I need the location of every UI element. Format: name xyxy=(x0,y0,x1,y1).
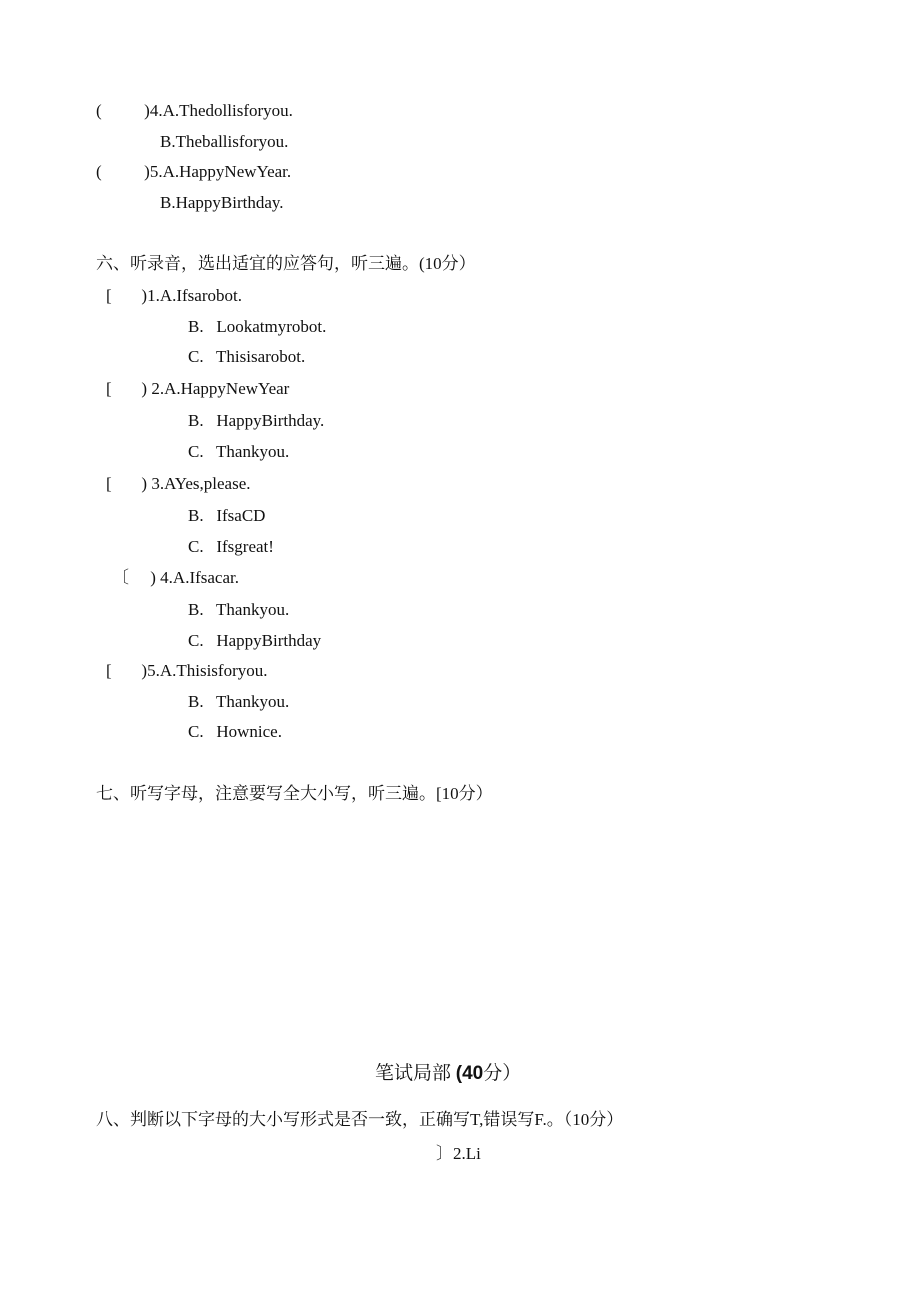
written-title-end: 分） xyxy=(483,1063,522,1084)
sec6-q2-option-a: [ ) 2.A.HappyNewYear xyxy=(106,379,290,398)
sec6-heading: 六、听录音，选出适宜的应答句，听三遍。(10分） xyxy=(96,254,476,273)
sec6-q4-option-b: B. Thankyou. xyxy=(188,600,290,619)
sec5-q5-option-a: ( )5.A.HappyNewYear. xyxy=(96,162,292,181)
sec5-q4-option-a: ( )4.A.Thedollisforyou. xyxy=(96,101,293,120)
sec6-q3-option-b: B. IfsaCD xyxy=(188,506,266,525)
written-title-cn: 笔试局部 xyxy=(375,1063,456,1084)
sec8-heading: 八、判断以下字母的大小写形式是否一致，正确写T,错误写F.。（10分） xyxy=(96,1110,624,1129)
sec6-q5-option-b: B. Thankyou. xyxy=(188,692,290,711)
sec8-item-2: 〕2.Li xyxy=(436,1144,481,1163)
sec7-heading: 七、听写字母，注意要写全大小写，听三遍。[10分） xyxy=(96,784,493,803)
sec6-q3-option-a: [ ) 3.AYes,please. xyxy=(106,474,251,493)
sec6-q5-option-c: C. Hownice. xyxy=(188,722,282,741)
sec6-q2-option-b: B. HappyBirthday. xyxy=(188,411,325,430)
sec6-q3-option-c: C. Ifsgreat! xyxy=(188,537,274,556)
sec6-q2-option-c: C. Thankyou. xyxy=(188,442,290,461)
sec6-q5-option-a: [ )5.A.Thisisforyou. xyxy=(106,661,268,680)
sec6-q4-option-c: C. HappyBirthday xyxy=(188,631,322,650)
sec5-q5-option-b: B.HappyBirthday. xyxy=(160,193,284,212)
sec6-q1-option-b: B. Lookatmyrobot. xyxy=(188,317,327,336)
written-part-title xyxy=(375,1064,521,1084)
sec6-q1-option-a: [ )1.A.Ifsarobot. xyxy=(106,286,242,305)
sec6-q4-option-a: 〔 ) 4.A.Ifsacar. xyxy=(112,568,239,587)
sec5-q4-option-b: B.Theballisforyou. xyxy=(160,132,289,151)
sec6-q1-option-c: C. Thisisarobot. xyxy=(188,347,306,366)
written-title-score: (40 xyxy=(455,1063,484,1084)
